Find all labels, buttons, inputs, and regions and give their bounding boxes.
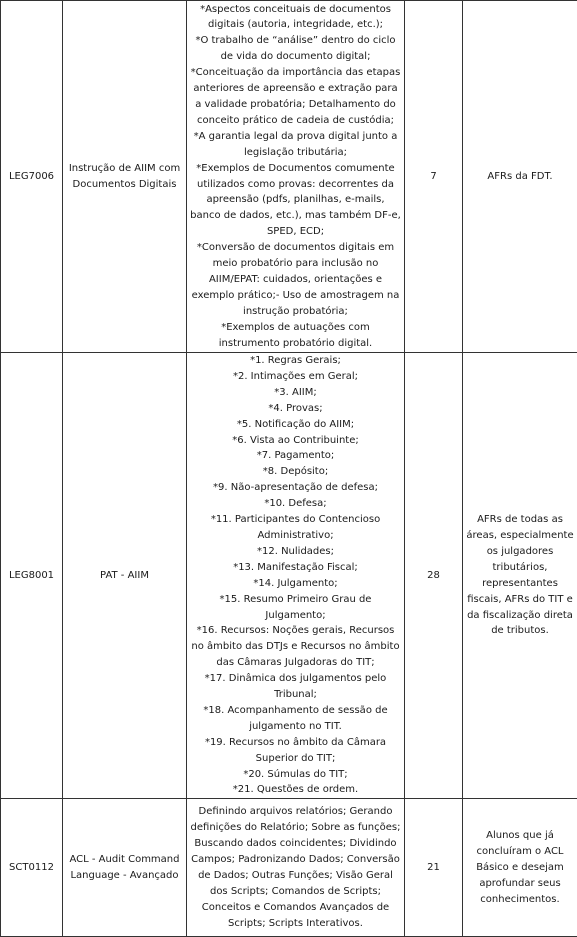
content-item: *O trabalho de “análise” dentro do ciclo de vida do documento digital; xyxy=(190,33,401,65)
content-item: *9. Não-apresentação de defesa; xyxy=(190,480,401,496)
table-row xyxy=(1,353,577,799)
content-item: *1. Regras Gerais; xyxy=(190,353,401,369)
course-audience: AFRs da FDT. xyxy=(463,1,577,353)
table-row xyxy=(1,799,577,937)
content-item: *4. Provas; xyxy=(190,401,401,417)
content-item: *2. Intimações em Geral; xyxy=(190,369,401,385)
content-item: *Conversão de documentos digitais em meio probatório para inclusão no AIIM/EPAT: cuidados, orientações e exemplo prático;- Uso de amostragem na instrução probatória; xyxy=(190,240,401,320)
course-content: Definindo arquivos relatórios; Gerando definições do Relatório; Sobre as funções; Buscando dados coincidentes; Dividindo Campos; Padronizando Dados; Conversão de Dados; Outras Funções; Visão Geral dos Scripts; Comandos de Scripts; Conceitos e Comandos Avançados de Scripts; Scripts Interativos. xyxy=(187,799,405,937)
content-item: *17. Dinâmica dos julgamentos pelo Tribunal; xyxy=(190,671,401,703)
content-item: *Exemplos de Documentos comumente utilizados como provas: decorrentes da apreensão (pdfs, planilhas, e-mails, banco de dados, etc.), mas também DF-e, SPED, ECD; xyxy=(190,161,401,241)
content-item: *6. Vista ao Contribuinte; xyxy=(190,433,401,449)
content-item: *Aspectos conceituais de documentos digitais (autoria, integridade, etc.); xyxy=(190,2,401,34)
course-hours: 28 xyxy=(405,353,463,799)
content-item: *14. Julgamento; xyxy=(190,576,401,592)
content-item: *10. Defesa; xyxy=(190,496,401,512)
table-row xyxy=(1,1,577,353)
content-item: *5. Notificação do AIIM; xyxy=(190,417,401,433)
content-item: *19. Recursos no âmbito da Câmara Superior do TIT; xyxy=(190,735,401,767)
course-name: PAT - AIIM xyxy=(63,353,187,799)
content-item: *7. Pagamento; xyxy=(190,448,401,464)
course-content xyxy=(187,1,405,353)
course-content xyxy=(187,353,405,799)
course-audience: Alunos que já concluíram o ACL Básico e desejam aprofundar seus conhecimentos. xyxy=(463,799,577,937)
content-item: *16. Recursos: Noções gerais, Recursos no âmbito das DTJs e Recursos no âmbito das Câmaras Julgadoras do TIT; xyxy=(190,623,401,671)
content-item: *18. Acompanhamento de sessão de julgamento no TIT. xyxy=(190,703,401,735)
content-item: *8. Depósito; xyxy=(190,464,401,480)
content-item: *3. AIIM; xyxy=(190,385,401,401)
content-item: *20. Súmulas do TIT; xyxy=(190,767,401,783)
content-item: *11. Participantes do Contencioso Administrativo; xyxy=(190,512,401,544)
course-code: LEG8001 xyxy=(1,353,63,799)
content-item: *A garantia legal da prova digital junto a legislação tributária; xyxy=(190,129,401,161)
content-item: *13. Manifestação Fiscal; xyxy=(190,560,401,576)
content-item: *15. Resumo Primeiro Grau de Julgamento; xyxy=(190,592,401,624)
content-item: *Exemplos de autuações com instrumento probatório digital. xyxy=(190,320,401,352)
content-item: *12. Nulidades; xyxy=(190,544,401,560)
course-name: Instrução de AIIM com Documentos Digitais xyxy=(63,1,187,353)
course-hours: 21 xyxy=(405,799,463,937)
course-name: ACL - Audit Command Language - Avançado xyxy=(63,799,187,937)
course-code: SCT0112 xyxy=(1,799,63,937)
content-item: *Conceituação da importância das etapas anteriores de apreensão e extração para a validade probatória; Detalhamento do conceito prático de cadeia de custódia; xyxy=(190,65,401,129)
course-code: LEG7006 xyxy=(1,1,63,353)
content-item: *21. Questões de ordem. xyxy=(190,782,401,798)
course-hours: 7 xyxy=(405,1,463,353)
course-audience: AFRs de todas as áreas, especialmente os julgadores tributários, representantes fiscais, AFRs do TIT e da fiscalização direta de tributos. xyxy=(463,353,577,799)
